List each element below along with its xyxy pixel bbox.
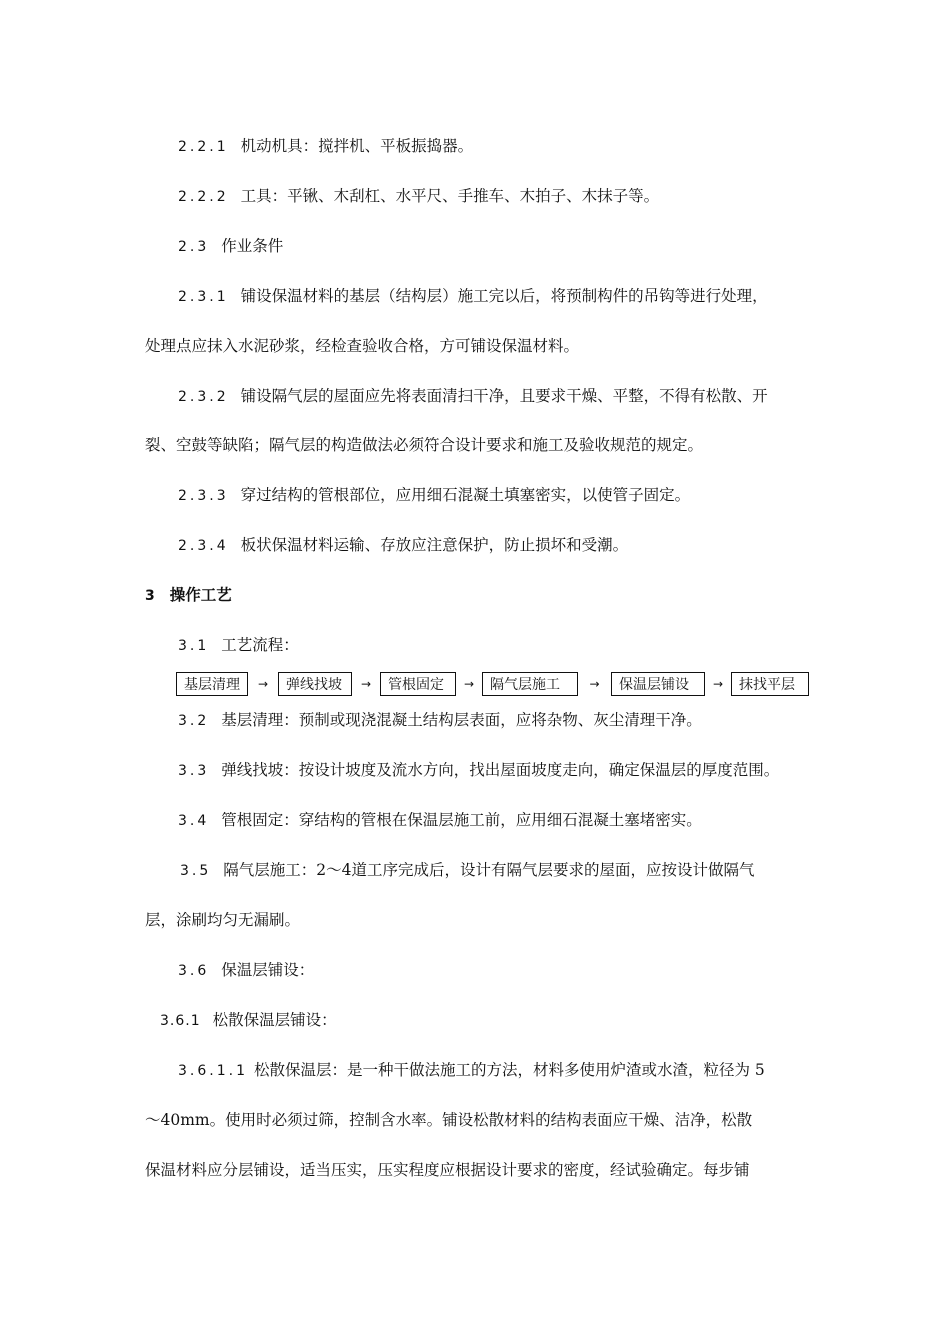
clause-text: 处理点应抹入水泥砂浆，经检查验收合格，方可铺设保温材料。 [145,337,580,355]
flow-step-1: 基层清理 [176,672,248,696]
line-2-3-1-cont [145,335,579,357]
section-text: 作业条件 [221,237,284,255]
heading-number: 3 [145,588,158,604]
clause-number: 2.3.1 [178,289,229,305]
clause-text: 工具：平锹、木刮杠、水平尺、手推车、木拍子、木抹子等。 [240,187,660,205]
clause-text: 铺设保温材料的基层（结构层）施工完以后，将预制构件的吊钩等进行处理， [240,287,768,305]
section-text: 隔气层施工：2～4道工序完成后，设计有隔气层要求的屋面，应按设计做隔气 [223,861,755,879]
clause-number: 2.2.2 [178,189,229,205]
line-3-6-1-1 [178,1059,765,1082]
line-3-5 [180,859,755,882]
section-text: 保温层铺设： [221,961,315,979]
clause-text: ～40mm。使用时必须过筛，控制含水率。铺设松散材料的结构表面应干燥、洁净，松散 [145,1111,753,1129]
line-2-3-4 [178,534,628,557]
line-3-6 [178,959,314,982]
line-3-2 [178,709,702,732]
clause-text: 穿过结构的管根部位，应用细石混凝土填塞密实，以使管子固定。 [240,486,691,504]
clause-number: 2.3.2 [178,389,229,405]
arrow-icon: → [463,677,475,691]
section-number: 3.4 [178,813,210,829]
section-number: 3.5 [180,863,212,879]
clause-text: 铺设隔气层的屋面应先将表面清扫干净，且要求干燥、平整，不得有松散、开 [240,387,768,405]
flow-step-4: 隔气层施工 [482,672,578,696]
flow-step-6: 抹找平层 [731,672,809,696]
line-2-3-2-cont [145,434,703,456]
clause-number: 2.3.4 [178,538,229,554]
section-text: 工艺流程： [221,636,299,654]
clause-text: 松散保温层铺设： [212,1011,337,1029]
section-number: 3.6 [178,963,210,979]
line-3-5-cont [145,909,300,931]
clause-text: 机动机具：搅拌机、平板振捣器。 [240,137,474,155]
flow-step-5: 保温层铺设 [611,672,705,696]
clause-text: 保温材料应分层铺设，适当压实，压实程度应根据设计要求的密度，经试验确定。每步铺 [145,1161,750,1179]
section-number: 3.1 [178,638,210,654]
section-text: 层，涂刷均匀无漏刷。 [145,911,301,929]
line-2-3-2 [178,385,768,408]
line-2-2-2 [178,185,659,208]
section-text: 基层清理：预制或现浇混凝土结构层表面，应将杂物、灰尘清理干净。 [221,711,702,729]
arrow-icon: → [257,677,269,691]
line-3-4 [178,809,702,832]
flow-step-3: 管根固定 [380,672,456,696]
arrow-icon: → [589,677,600,691]
arrow-icon: → [712,677,724,691]
clause-number: 3.6.1.1 [178,1063,248,1079]
line-2-3-1 [178,285,768,308]
section-number: 2.3 [178,239,210,255]
clause-number: 3.6.1 [160,1013,201,1029]
line-3-6-1 [160,1009,337,1032]
heading-3 [145,584,232,607]
line-3-6-1-1-cont-1 [145,1109,752,1131]
heading-text: 操作工艺 [169,585,232,604]
line-3-1 [178,634,299,657]
clause-number: 2.3.3 [178,488,229,504]
section-number: 3.3 [178,763,210,779]
clause-text: 裂、空鼓等缺陷；隔气层的构造做法必须符合设计要求和施工及验收规范的规定。 [145,436,704,454]
line-2-3 [178,235,283,258]
flow-step-2: 弹线找坡 [278,672,352,696]
process-flow [176,671,809,697]
line-3-3 [178,759,779,782]
clause-text: 松散保温层：是一种干做法施工的方法，材料多使用炉渣或水渣，粒径为 5 [253,1061,765,1079]
arrow-icon: → [360,677,372,691]
clause-number: 2.2.1 [178,139,229,155]
line-2-2-1 [178,135,473,158]
section-number: 3.2 [178,713,210,729]
section-text: 管根固定：穿结构的管根在保温层施工前，应用细石混凝土塞堵密实。 [221,811,702,829]
section-text: 弹线找坡：按设计坡度及流水方向，找出屋面坡度走向，确定保温层的厚度范围。 [221,761,780,779]
clause-text: 板状保温材料运输、存放应注意保护，防止损坏和受潮。 [240,536,629,554]
line-3-6-1-1-cont-2 [145,1159,750,1181]
line-2-3-3 [178,484,690,507]
